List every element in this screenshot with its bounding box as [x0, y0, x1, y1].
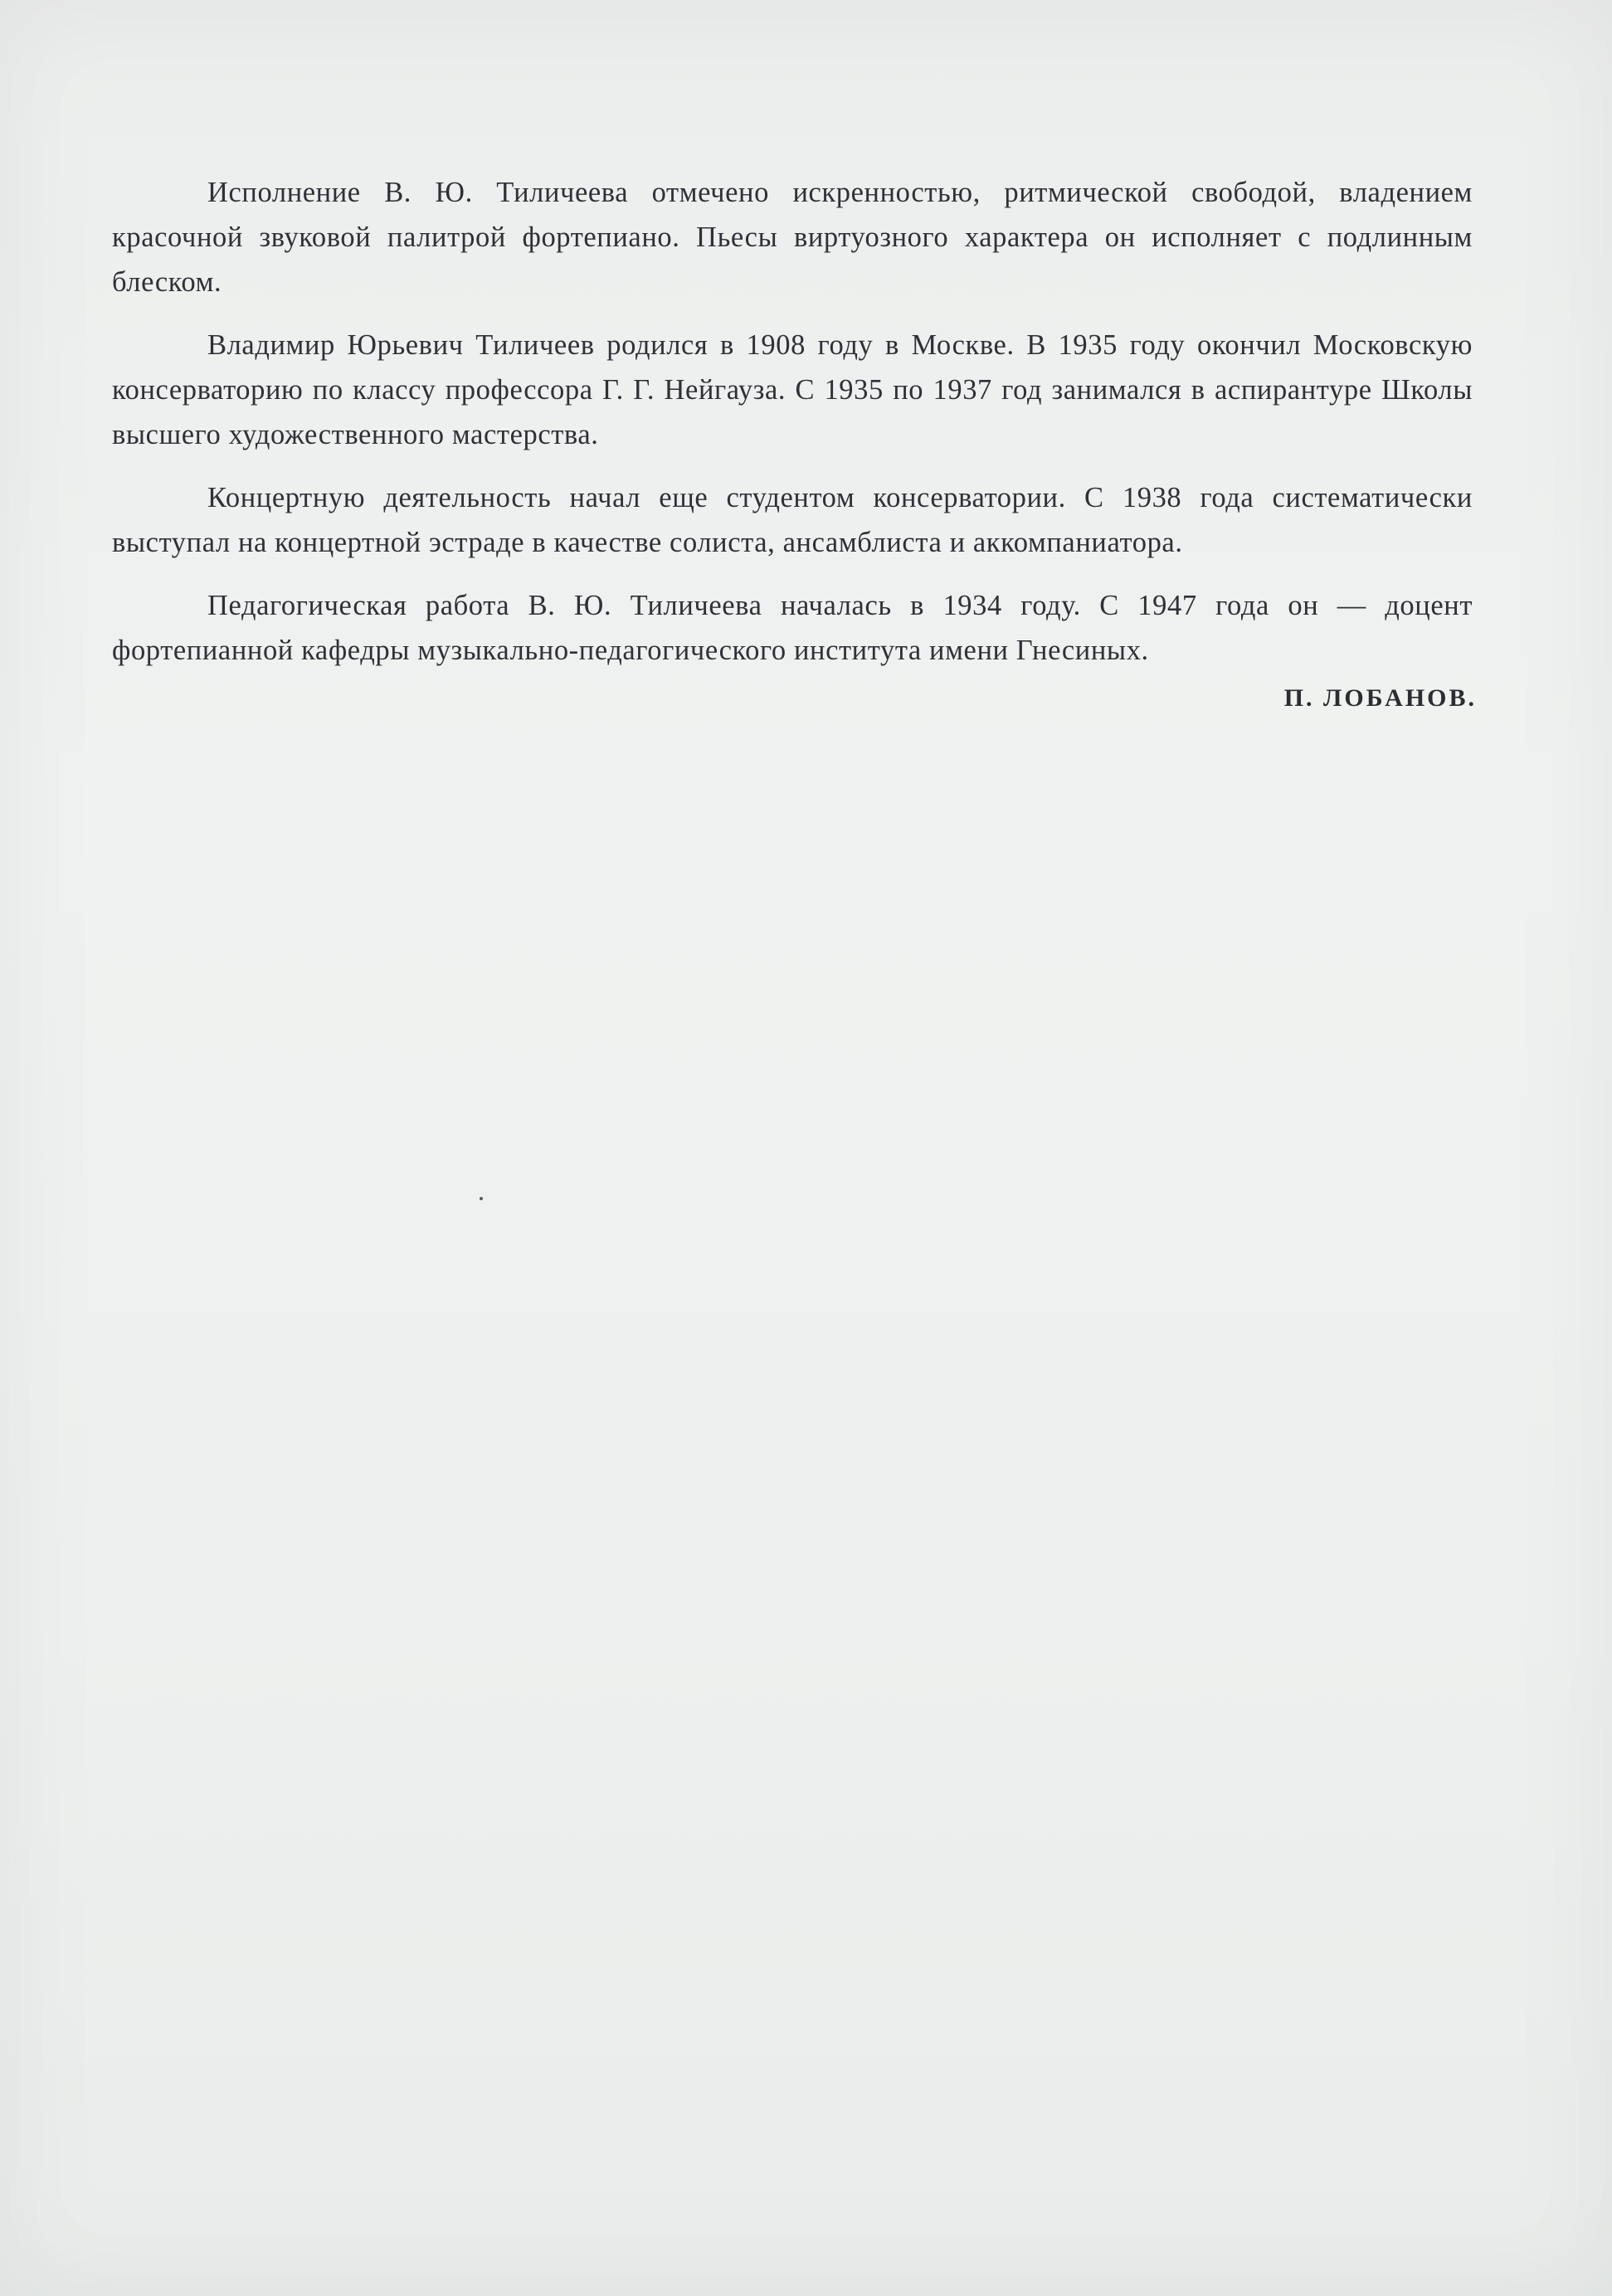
paragraph-teaching: Педагогическая работа В. Ю. Тиличеева началась в 1934 году. С 1947 года он — доцент фортепианной кафедры музыкально-педагогического института имени Гнесиных. [112, 590, 1473, 666]
body-text [112, 170, 1473, 691]
author-signature: П. ЛОБАНОВ. [1283, 684, 1477, 712]
paper-speck [480, 1197, 483, 1200]
paragraph-biography: Владимир Юрьевич Тиличеев родился в 1908 году в Москве. В 1935 году окончил Московскую консерваторию по классу профессора Г. Г. Нейгауза. С 1935 по 1937 год занимался в аспирантуре Школы высшего художественного мастерства. [112, 329, 1473, 450]
paragraph-performance: Исполнение В. Ю. Тиличеева отмечено искренностью, ритмической свободой, владением красочной звуковой палитрой фортепиано. Пьесы виртуозного характера он исполняет с подлинным блеском. [112, 177, 1473, 298]
paragraph-concert-activity: Концертную деятельность начал еще студентом консерватории. С 1938 года систематически выступал на концертной эстраде в качестве солиста, ансамблиста и аккомпаниатора. [112, 482, 1473, 558]
